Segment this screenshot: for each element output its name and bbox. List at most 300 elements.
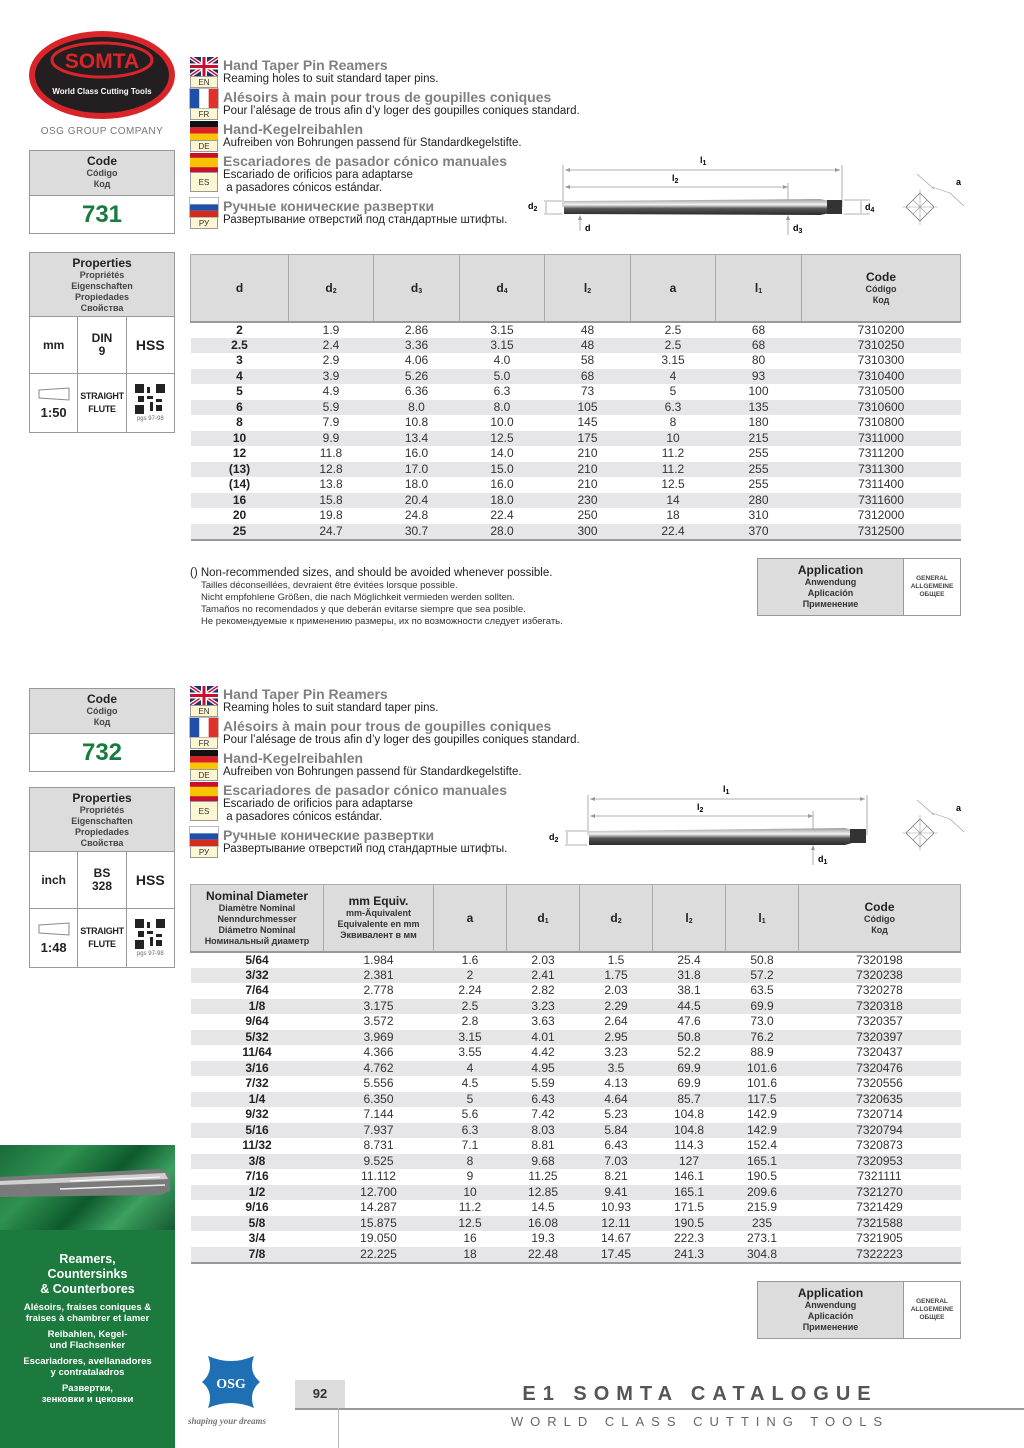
table-cell: 63.5 bbox=[750, 983, 774, 998]
order-code-cell: 7320278 bbox=[856, 983, 903, 998]
table-cell: 68 bbox=[716, 338, 802, 354]
table-row bbox=[191, 462, 961, 478]
dim-a-label: a bbox=[956, 803, 962, 813]
order-code-cell: 7320556 bbox=[856, 1076, 903, 1091]
table-cell: 15.875 bbox=[324, 1216, 434, 1232]
table-cell: 7.9 bbox=[322, 415, 340, 430]
table-cell: 300 bbox=[545, 524, 631, 540]
table-cell: 100 bbox=[748, 384, 769, 399]
table-cell: 2.24 bbox=[458, 983, 482, 998]
france-flag-icon bbox=[190, 89, 218, 108]
catalogue-title: E1 SOMTA CATALOGUE bbox=[522, 1383, 878, 1405]
col-nominal-diameter bbox=[191, 885, 324, 952]
section-ru-2: зенковки и цековки bbox=[41, 1394, 134, 1405]
table-cell: 17.45 bbox=[580, 1247, 653, 1263]
section-es-2: y contrataladros bbox=[50, 1367, 125, 1378]
col-mm-label-ru: Эквивалент в мм bbox=[340, 930, 417, 941]
taper-icon bbox=[37, 387, 71, 401]
table-cell: 52.2 bbox=[677, 1045, 701, 1060]
table-cell: 8.0 bbox=[374, 400, 460, 416]
lang-title-en: Hand Taper Pin Reamers bbox=[223, 57, 388, 73]
table-cell: 1.75 bbox=[580, 968, 653, 984]
properties-label-de: Eigenschaften bbox=[71, 816, 133, 826]
application-label-ru: Применение bbox=[802, 1322, 859, 1332]
table-cell: 8.0 bbox=[460, 400, 545, 416]
table-cell: 235 bbox=[726, 1216, 799, 1232]
table-cell: 370 bbox=[716, 524, 802, 540]
flute-label: FLUTE bbox=[88, 939, 116, 949]
table-cell: 69.9 bbox=[653, 1061, 726, 1077]
table-cell: (14) bbox=[228, 477, 251, 492]
table-cell: 190.5 bbox=[746, 1169, 778, 1184]
table-cell: 20 bbox=[232, 508, 247, 523]
spain-flag-icon bbox=[190, 782, 218, 801]
table-row bbox=[191, 1216, 961, 1232]
lang-code-en: EN bbox=[190, 705, 218, 717]
table-cell: 6.3 bbox=[434, 1123, 507, 1139]
table-cell: 44.5 bbox=[653, 999, 726, 1015]
table-row bbox=[191, 1014, 961, 1030]
table-cell: 3.15 bbox=[434, 1030, 507, 1046]
table-cell: 11/64 bbox=[242, 1045, 272, 1060]
properties-label-es: Propiedades bbox=[74, 292, 130, 302]
table-cell: 48 bbox=[580, 322, 595, 337]
table-cell: 2.381 bbox=[324, 968, 434, 984]
note-fr: Tailles déconseillées, devraient être évitées lorsque possible. bbox=[201, 580, 458, 591]
unit: mm bbox=[30, 317, 78, 373]
russia-flag-icon bbox=[190, 198, 218, 217]
col-d2: $d_2$ bbox=[289, 255, 374, 322]
section-de-1: Reibahlen, Kegel- bbox=[47, 1329, 128, 1340]
section-title-3: & Counterbores bbox=[40, 1282, 135, 1296]
order-code-cell: 7320476 bbox=[799, 1061, 961, 1077]
flute-straight: STRAIGHT bbox=[80, 926, 124, 936]
table-cell: 2.4 bbox=[289, 338, 374, 354]
table-row bbox=[191, 1154, 961, 1170]
application-label-es: Aplicación bbox=[807, 588, 854, 598]
order-code-cell: 7320357 bbox=[856, 1014, 903, 1029]
table-cell: 76.2 bbox=[726, 1030, 799, 1046]
table-cell: 11.2 bbox=[458, 1200, 482, 1215]
order-code-cell: 7320397 bbox=[799, 1030, 961, 1046]
table-row bbox=[191, 338, 961, 354]
table-cell: 171.5 bbox=[673, 1200, 705, 1215]
table-cell: 6 bbox=[191, 400, 289, 416]
table-row bbox=[191, 493, 961, 509]
taper-ratio: 1:48 bbox=[40, 939, 67, 955]
table-row bbox=[191, 1169, 961, 1185]
table-cell: 9.68 bbox=[507, 1154, 580, 1170]
footer-vertical-divider bbox=[338, 1408, 339, 1448]
order-code-cell: 7320794 bbox=[799, 1123, 961, 1139]
qr-code-icon[interactable] bbox=[135, 919, 165, 949]
table-cell: 4.06 bbox=[404, 353, 429, 368]
table-cell: 22.4 bbox=[631, 524, 716, 540]
qr-code-icon[interactable] bbox=[135, 384, 165, 414]
qr-block[interactable] bbox=[127, 374, 174, 432]
table-cell: 9/16 bbox=[245, 1200, 269, 1215]
col-mm-label: mm Equiv. bbox=[348, 894, 409, 909]
order-code-cell: 7320953 bbox=[799, 1154, 961, 1170]
footer-divider bbox=[295, 1408, 1024, 1410]
table-cell: 12.5 bbox=[460, 431, 545, 447]
order-code-cell: 7321270 bbox=[799, 1185, 961, 1201]
table-cell: 3.5 bbox=[580, 1061, 653, 1077]
table-cell: 5.23 bbox=[604, 1107, 628, 1122]
table-cell: 17.0 bbox=[374, 462, 460, 478]
table-cell: 22.4 bbox=[490, 508, 514, 523]
osg-logo-text: OSG bbox=[216, 1377, 246, 1392]
table-cell: 14.0 bbox=[490, 446, 514, 461]
table-row bbox=[191, 1247, 961, 1263]
taper bbox=[30, 909, 78, 967]
table-cell: 7.42 bbox=[531, 1107, 555, 1122]
code-label-ru: Код bbox=[93, 717, 111, 727]
table-cell: 22.48 bbox=[507, 1247, 580, 1263]
flute-type bbox=[78, 374, 126, 432]
standard-number: 328 bbox=[91, 879, 112, 893]
germany-flag-icon bbox=[190, 750, 218, 769]
table-cell: 11.8 bbox=[319, 446, 343, 461]
page-number: 92 bbox=[295, 1380, 345, 1408]
table-cell: 25 bbox=[191, 524, 289, 540]
lang-desc-en: Reaming holes to suit standard taper pins. bbox=[223, 73, 439, 85]
order-code-cell: 7322223 bbox=[799, 1247, 961, 1263]
section-ru-1: Развертки, bbox=[62, 1383, 113, 1394]
table-cell: 145 bbox=[577, 415, 598, 430]
table-cell: 255 bbox=[716, 462, 802, 478]
table-cell: 16.0 bbox=[404, 446, 429, 461]
table-cell: 12.8 bbox=[289, 462, 374, 478]
table-cell: 152.4 bbox=[746, 1138, 778, 1153]
table-cell: 11.112 bbox=[361, 1169, 396, 1184]
table-cell: 117.5 bbox=[726, 1092, 799, 1108]
table-cell: 73 bbox=[580, 384, 595, 399]
table-cell: 10.8 bbox=[404, 415, 429, 430]
table-row bbox=[191, 477, 961, 493]
lang-title-es: Escariadores de pasador cónico manuales bbox=[223, 153, 508, 169]
application-label-ru: Применение bbox=[802, 599, 859, 609]
table-cell: 7.937 bbox=[324, 1123, 434, 1139]
lang-desc-fr: Pour l’alésage de trous afin d’y loger des goupilles coniques standard. bbox=[223, 105, 580, 117]
dim-d4-label: $d_4$ bbox=[865, 202, 875, 214]
application-general-de: ALLGEMEINE bbox=[910, 1306, 954, 1313]
table-cell: 165.1 bbox=[726, 1154, 799, 1170]
table-cell: 165.1 bbox=[653, 1185, 726, 1201]
order-code-cell: 7311000 bbox=[802, 431, 961, 447]
order-code-cell: 7310600 bbox=[802, 400, 961, 416]
standard-name: BS bbox=[93, 866, 111, 880]
table-cell: 241.3 bbox=[653, 1247, 726, 1263]
lang-desc-es: Escariado de orificios para adaptarse bbox=[223, 798, 413, 810]
table-row bbox=[191, 1045, 961, 1061]
table-cell: 4.366 bbox=[363, 1045, 394, 1060]
section-de-2: und Flachsenker bbox=[49, 1340, 126, 1351]
code-label-es: Código bbox=[86, 706, 118, 716]
table-cell: 2.95 bbox=[580, 1030, 653, 1046]
table-cell: 2.29 bbox=[580, 999, 653, 1015]
col-d1: $d_1$ bbox=[507, 885, 580, 952]
table-row bbox=[191, 1200, 961, 1216]
table-cell: 58 bbox=[580, 353, 595, 368]
lang-code-ru: РУ bbox=[190, 846, 218, 858]
table-cell: 1.5 bbox=[607, 952, 625, 967]
application-general-ru: ОБЩЕЕ bbox=[919, 591, 945, 598]
table-row bbox=[191, 1076, 961, 1092]
table-cell: 68 bbox=[545, 369, 631, 385]
col-l2: $l_2$ bbox=[545, 255, 631, 322]
osg-logo bbox=[198, 1352, 264, 1412]
lang-title-fr: Alésoirs à main pour trous de goupilles coniques bbox=[223, 89, 552, 105]
application-box-731 bbox=[757, 558, 961, 616]
table-cell: 101.6 bbox=[746, 1076, 778, 1091]
table-row bbox=[191, 952, 961, 968]
table-cell: 222.3 bbox=[673, 1231, 705, 1246]
col-d4: $d_4$ bbox=[460, 255, 545, 322]
lang-code-fr: FR bbox=[190, 108, 218, 120]
order-code-cell: 7310250 bbox=[802, 338, 961, 354]
order-code-cell: 7311400 bbox=[858, 477, 904, 492]
code-label-ru: Код bbox=[93, 179, 111, 189]
standard bbox=[78, 852, 126, 908]
table-cell: 4 bbox=[434, 1061, 507, 1077]
table-cell: 5.6 bbox=[461, 1107, 479, 1122]
table-cell: 6.3 bbox=[631, 400, 716, 416]
section-tab-reamers[interactable] bbox=[0, 1230, 175, 1448]
application-label-de: Anwendung bbox=[804, 1300, 857, 1310]
table-cell: 93 bbox=[716, 369, 802, 385]
table-cell: 2.5 bbox=[191, 338, 289, 354]
table-cell: 10 bbox=[191, 431, 289, 447]
table-cell: 175 bbox=[545, 431, 631, 447]
table-row bbox=[191, 322, 961, 338]
application-general-ru: ОБЩЕЕ bbox=[919, 1314, 945, 1321]
table-cell: 3.175 bbox=[324, 999, 434, 1015]
table-cell: 7.03 bbox=[580, 1154, 653, 1170]
table-row bbox=[191, 400, 961, 416]
section-es-1: Escariadores, avellanadores bbox=[23, 1356, 152, 1367]
table-cell: 3.36 bbox=[374, 338, 460, 354]
properties-label-ru: Свойства bbox=[80, 303, 124, 313]
table-row bbox=[191, 1138, 961, 1154]
properties-box-732 bbox=[29, 787, 175, 968]
order-code-cell: 7310800 bbox=[857, 415, 905, 430]
col-nominal-label-fr: Diamètre Nominal bbox=[218, 902, 296, 913]
col-l2: $l_2$ bbox=[653, 885, 726, 952]
col-nominal-label-ru: Номинальный диаметр bbox=[204, 935, 310, 946]
application-box-732 bbox=[757, 1281, 961, 1339]
order-code-cell: 7310500 bbox=[857, 384, 905, 399]
table-cell: 6.36 bbox=[404, 384, 429, 399]
table-cell: 5/16 bbox=[191, 1123, 324, 1139]
code-box-732 bbox=[29, 688, 175, 772]
table-cell: 4.01 bbox=[507, 1030, 580, 1046]
product-code: 731 bbox=[81, 201, 123, 228]
table-row bbox=[191, 983, 961, 999]
col-a bbox=[631, 255, 716, 322]
application-label-es: Aplicación bbox=[807, 1311, 854, 1321]
table-cell: 12 bbox=[232, 446, 247, 461]
code-box-731 bbox=[29, 150, 175, 234]
table-cell: 4.9 bbox=[322, 384, 340, 399]
uk-flag-icon bbox=[190, 686, 218, 705]
table-cell: 4.64 bbox=[580, 1092, 653, 1108]
table-cell: 2.5 bbox=[631, 338, 716, 354]
col-nominal-label-de: Nenndurchmesser bbox=[217, 913, 297, 924]
taper-ratio: 1:50 bbox=[40, 404, 67, 420]
table-cell: 7/8 bbox=[191, 1247, 324, 1263]
france-flag-icon bbox=[190, 718, 218, 737]
table-cell: 7/16 bbox=[245, 1169, 269, 1184]
table-cell: 1.6 bbox=[461, 952, 479, 967]
dim-l1-label: $l_1$ bbox=[723, 784, 730, 796]
col-a bbox=[434, 885, 507, 952]
table-cell: 28.0 bbox=[460, 524, 545, 540]
table-cell: 25.4 bbox=[677, 952, 701, 967]
table-cell: 9.41 bbox=[580, 1185, 653, 1201]
lang-code-es: ES bbox=[190, 172, 218, 192]
table-cell: 2.5 bbox=[664, 322, 682, 337]
table-cell: 3.969 bbox=[324, 1030, 434, 1046]
table-cell: 5/8 bbox=[191, 1216, 324, 1232]
col-a-label: a bbox=[669, 280, 677, 295]
flute-straight: STRAIGHT bbox=[80, 391, 124, 401]
lang-desc-ru: Развертывание отверстий под стандартные штифты. bbox=[223, 214, 508, 226]
table-cell: 12.11 bbox=[580, 1216, 653, 1232]
table-cell: 142.9 bbox=[746, 1107, 778, 1122]
table-cell: 5.59 bbox=[531, 1076, 555, 1091]
col-nominal-label-es: Diámetro Nominal bbox=[218, 924, 296, 935]
table-cell: 2.03 bbox=[604, 983, 628, 998]
order-code-cell: 7320198 bbox=[856, 952, 903, 967]
table-cell: 5.9 bbox=[289, 400, 374, 416]
standard bbox=[78, 317, 126, 373]
col-l1: $l_1$ bbox=[716, 255, 802, 322]
table-cell: 3/32 bbox=[191, 968, 324, 984]
order-code-cell: 7320437 bbox=[856, 1045, 903, 1060]
table-row bbox=[191, 1123, 961, 1139]
order-code-cell: 7320318 bbox=[799, 999, 961, 1015]
qr-block[interactable] bbox=[127, 909, 174, 967]
standard-name: DIN bbox=[91, 331, 113, 345]
square-end-icon bbox=[902, 800, 964, 851]
taper bbox=[30, 374, 78, 432]
col-d bbox=[191, 255, 289, 322]
lang-title-ru: Ручные конические развертки bbox=[223, 198, 435, 214]
table-cell: 5.556 bbox=[363, 1076, 394, 1091]
table-row bbox=[191, 415, 961, 431]
order-code-cell: 7320238 bbox=[799, 968, 961, 984]
code-label: Code bbox=[87, 692, 117, 706]
table-cell: 215 bbox=[716, 431, 802, 447]
col-code-label-es: Código bbox=[864, 913, 895, 924]
table-cell: 80 bbox=[751, 353, 766, 368]
lang-desc-es: Escariado de orificios para adaptarse bbox=[223, 169, 413, 181]
catalogue-subtitle: WORLD CLASS CUTTING TOOLS bbox=[510, 1414, 890, 1429]
table-cell: 7.1 bbox=[461, 1138, 479, 1153]
table-cell: 3.63 bbox=[531, 1014, 555, 1029]
table-cell: 4.5 bbox=[461, 1076, 479, 1091]
table-cell: 215.9 bbox=[746, 1200, 778, 1215]
table-cell: 2.64 bbox=[604, 1014, 628, 1029]
table-cell: 6.43 bbox=[604, 1138, 628, 1153]
flute-label: FLUTE bbox=[88, 404, 116, 414]
col-l1: $l_1$ bbox=[726, 885, 799, 952]
table-cell: 16.08 bbox=[507, 1216, 580, 1232]
table-header-row bbox=[191, 885, 961, 952]
order-code-cell: 7321905 bbox=[856, 1231, 903, 1246]
note-ru: Не рекомендуемые к применению размеры, их по возможности следует избегать. bbox=[201, 616, 563, 627]
table-cell: 11.2 bbox=[631, 462, 716, 478]
table-cell: 31.8 bbox=[653, 968, 726, 984]
col-code-label-ru: Код bbox=[871, 924, 888, 935]
table-cell: 12.85 bbox=[507, 1185, 580, 1201]
table-cell: 2.03 bbox=[531, 952, 555, 967]
table-cell: 5.26 bbox=[374, 369, 460, 385]
lang-desc-es-2: a pasadores cónicos estándar. bbox=[223, 182, 383, 194]
table-cell: 2.86 bbox=[404, 322, 429, 337]
table-cell: 104.8 bbox=[673, 1107, 705, 1122]
table-cell: 20.4 bbox=[374, 493, 460, 509]
table-cell: 15.8 bbox=[289, 493, 374, 509]
table-cell: 210 bbox=[545, 462, 631, 478]
table-cell: 2.778 bbox=[363, 983, 394, 998]
reamer-drawing-732 bbox=[530, 775, 1000, 870]
table-cell: 12.700 bbox=[324, 1185, 434, 1201]
table-cell: 5 bbox=[434, 1092, 507, 1108]
table-cell: 1/4 bbox=[191, 1092, 324, 1108]
properties-label-fr: Propriétés bbox=[79, 805, 125, 815]
table-cell: 19.3 bbox=[531, 1231, 555, 1246]
table-cell: 146.1 bbox=[673, 1169, 705, 1184]
table-cell: 9/64 bbox=[245, 1014, 269, 1029]
table-cell: 1.984 bbox=[363, 952, 394, 967]
table-cell: 48 bbox=[545, 338, 631, 354]
table-cell: 8 bbox=[669, 415, 677, 430]
table-cell: 3.9 bbox=[289, 369, 374, 385]
qr-pages: pgs 97-98 bbox=[136, 950, 164, 957]
lang-fr bbox=[190, 718, 610, 750]
properties-box-731 bbox=[29, 252, 175, 433]
properties-label-ru: Свойства bbox=[80, 838, 124, 848]
table-cell: 7/32 bbox=[245, 1076, 269, 1091]
col-d2: $d_2$ bbox=[580, 885, 653, 952]
col-code bbox=[799, 885, 961, 952]
table-cell: 13.8 bbox=[319, 477, 343, 492]
order-code-cell: 7320635 bbox=[799, 1092, 961, 1108]
col-a-label: a bbox=[466, 910, 474, 925]
table-cell: 3.15 bbox=[661, 353, 685, 368]
table-cell: 127 bbox=[653, 1154, 726, 1170]
table-cell: 10.93 bbox=[600, 1200, 632, 1215]
flute-type bbox=[78, 909, 126, 967]
table-cell: 5 bbox=[236, 384, 243, 399]
table-row bbox=[191, 999, 961, 1015]
table-cell: 210 bbox=[577, 446, 598, 461]
code-label-es: Código bbox=[86, 168, 118, 178]
lang-title-de: Hand-Kegelreibahlen bbox=[223, 121, 364, 137]
lang-title-de: Hand-Kegelreibahlen bbox=[223, 750, 364, 766]
lang-desc-en: Reaming holes to suit standard taper pins. bbox=[223, 702, 439, 714]
lang-desc-fr: Pour l’alésage de trous afin d’y loger des goupilles coniques standard. bbox=[223, 734, 580, 746]
table-cell: 16 bbox=[191, 493, 289, 509]
lang-code-de: DE bbox=[190, 140, 218, 152]
properties-label: Properties bbox=[72, 256, 132, 270]
table-cell: 69.9 bbox=[726, 999, 799, 1015]
table-cell: 57.2 bbox=[726, 968, 799, 984]
product-code: 732 bbox=[81, 739, 123, 766]
lang-desc-es-2: a pasadores cónicos estándar. bbox=[223, 811, 383, 823]
